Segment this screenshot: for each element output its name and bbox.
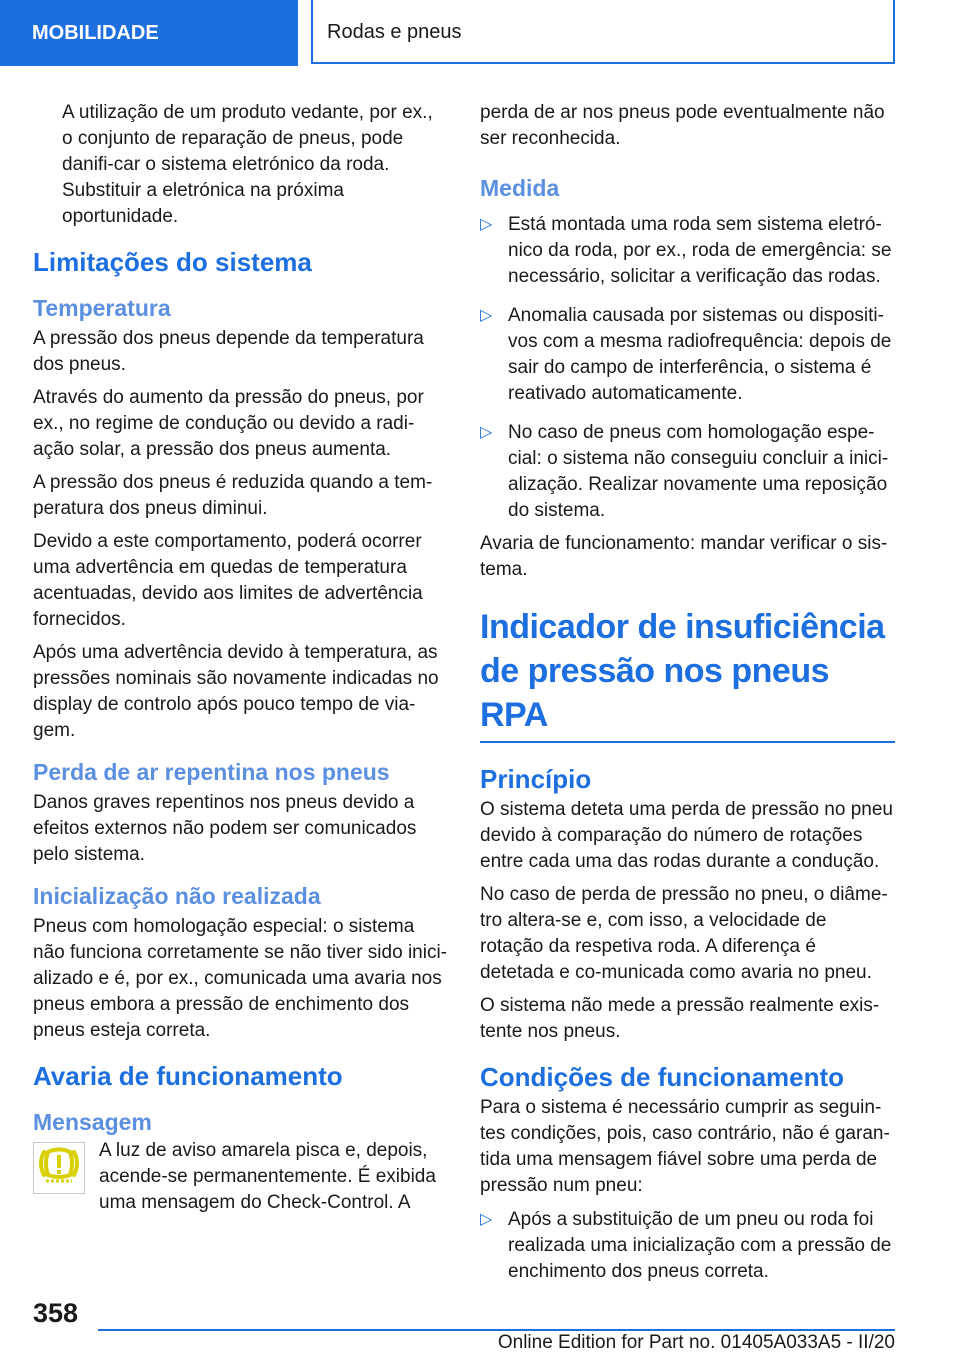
message-paragraph: A luz de aviso amarela pisca e, depois, acende-se permanentemente. É exibida uma mensagem do Check-Control. A: [99, 1140, 436, 1213]
limitations-heading: Limitações do sistema: [33, 247, 312, 277]
init-heading: Inicialização não realizada: [33, 883, 321, 909]
edition-note: Online Edition for Part no. 01405A033A5 - II/20: [497, 1332, 895, 1353]
list-item: ▷ No caso de pneus com homologação espe-cial: o sistema não conseguiu concluir a inici-alização. Realizar novamente uma reposição do sistema.: [480, 422, 889, 521]
principle-heading: Princípio: [480, 764, 592, 794]
malfunction-note: Avaria de funcionamento: mandar verificar o sis-tema.: [480, 533, 888, 580]
chapter-tab: Rodas e pneus: [311, 0, 895, 64]
list-item: ▷ Após a substituição de um pneu ou roda foi realizada uma inicialização com a pressão de enchimento dos pneus correta.: [480, 1209, 892, 1282]
bullet-triangle-icon: ▷: [480, 307, 493, 324]
bullet-triangle-icon: ▷: [480, 216, 493, 233]
page-header: [0, 0, 960, 66]
temperature-heading: Temperatura: [33, 295, 171, 321]
principle-paragraph: O sistema não mede a pressão realmente exis-tente nos pneus.: [480, 995, 880, 1042]
measure-heading: Medida: [480, 175, 560, 201]
section-tab: MOBILIDADE: [0, 0, 298, 66]
list-item: ▷ Está montada uma roda sem sistema eletró-nico da roda, por ex., roda de emergência: se necessário, solicitar a verificação das rodas.: [480, 214, 892, 287]
page-number: 358: [33, 1298, 79, 1328]
left-column: [33, 100, 448, 1223]
principle-paragraph: O sistema deteta uma perda de pressão no pneu devido à comparação do número de rotações entre cada uma das rodas durante a condução.: [480, 799, 893, 872]
temperature-paragraph: Devido a este comportamento, poderá ocorrer uma advertência em quedas de temperatura acentuadas, devido aos limites de advertência fornecidos.: [33, 531, 423, 630]
measure-list: [480, 212, 895, 524]
message-heading: Mensagem: [33, 1109, 152, 1135]
list-item: ▷ Anomalia causada por sistemas ou dispositi-vos com a mesma radiofrequência: depois de sair do campo de interferência, o sistema é reativado automaticamente.: [480, 305, 892, 404]
conditions-heading: Condições de funcionamento: [480, 1062, 845, 1092]
init-paragraph: Pneus com homologação especial: o sistema não funciona corretamente se não tiver sido inici-alizado e é, por ex., comunicada uma avaria nos pneus embora a pressão de enchimento dos pneus esteja correta.: [33, 916, 448, 1041]
bullet-triangle-icon: ▷: [480, 424, 493, 441]
air-loss-heading: Perda de ar repentina nos pneus: [33, 759, 390, 785]
bullet-triangle-icon: ▷: [480, 1211, 493, 1228]
malfunction-heading: Avaria de funcionamento: [33, 1061, 343, 1091]
temperature-paragraph: A pressão dos pneus é reduzida quando a tem-peratura dos pneus diminui.: [33, 472, 433, 519]
air-loss-paragraph: Danos graves repentinos nos pneus devido a efeitos externos não podem ser comunicados pelo sistema.: [33, 792, 417, 865]
temperature-paragraph: Através do aumento da pressão do pneus, por ex., no regime de condução ou devido a radi-ação solar, a pressão dos pneus aumenta.: [33, 387, 424, 460]
conditions-paragraph: Para o sistema é necessário cumprir as seguin-tes condições, pois, caso contrário, não é garan-tida uma mensagem fiável sobre uma perda de pressão num pneu:: [480, 1097, 890, 1196]
right-column: [480, 100, 895, 1298]
continuation-paragraph: perda de ar nos pneus pode eventualmente não ser reconhecida.: [480, 102, 885, 149]
temperature-paragraph: A pressão dos pneus depende da temperatura dos pneus.: [33, 328, 424, 375]
intro-paragraph: A utilização de um produto vedante, por ex., o conjunto de reparação de pneus, pode danifi-car o sistema eletrónico da roda. Substituir a eletrónica na próxima oportunidade.: [62, 102, 433, 227]
heading-rule: [480, 741, 895, 743]
message-row: [33, 1138, 448, 1216]
principle-paragraph: No caso de perda de pressão no pneu, o diâme-tro altera-se e, com isso, a velocidade de rotação da respetiva roda. A diferença é detetada e co-municada como avaria no pneu.: [480, 884, 888, 983]
temperature-paragraph: Após uma advertência devido à temperatura, as pressões nominais são novamente indicadas no display de controlo após pouco tempo de via-gem.: [33, 642, 439, 741]
tire-pressure-warning-icon: [33, 1142, 85, 1194]
rpa-heading: Indicador de insuficiência de pressão nos pneus RPA: [480, 608, 885, 734]
conditions-list: [480, 1207, 895, 1285]
footer-rule: [98, 1329, 895, 1331]
